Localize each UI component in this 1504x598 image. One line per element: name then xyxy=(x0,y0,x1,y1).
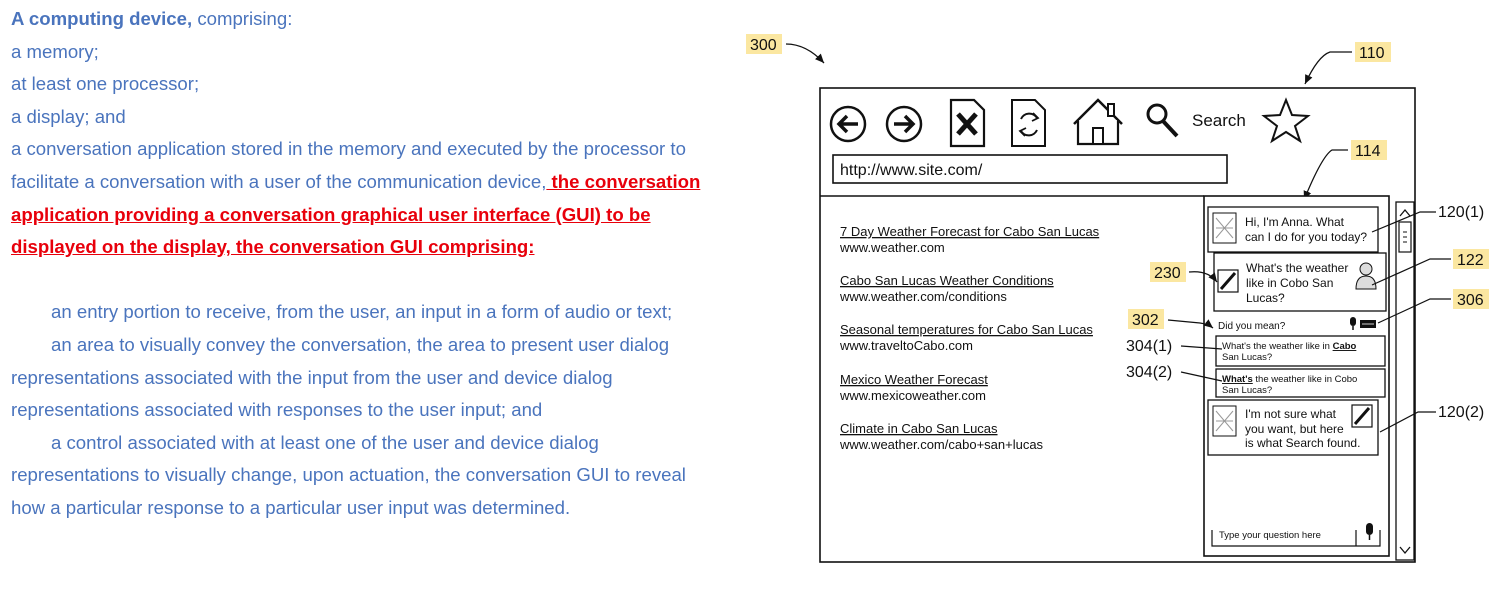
user-dialog-bubble xyxy=(1214,253,1386,311)
ref-120-2: 120(2) xyxy=(1438,404,1485,421)
result-url: www.traveltoCabo.com xyxy=(840,338,973,353)
result-url: www.weather.com xyxy=(840,240,945,255)
claim-app-text: a conversation application stored in the memory and executed by the processor to facilitate a conversation with a user of the communication device, xyxy=(11,138,686,192)
claim-app-highlight: the conversation application providing a conversation graphical user interface (GUI) to be displayed on the display, the conversation GUI comprising: xyxy=(11,170,701,258)
close-page-icon[interactable] xyxy=(951,100,984,146)
search-label[interactable]: Search xyxy=(1192,111,1246,130)
suggestion-option[interactable] xyxy=(1216,336,1385,366)
ref-302: 302 xyxy=(1132,312,1159,329)
bubble-text: What's the weather xyxy=(1246,261,1349,275)
microphone-icon[interactable] xyxy=(1366,523,1373,535)
refresh-page-icon[interactable] xyxy=(1012,100,1045,146)
ref-110: 110 xyxy=(1359,45,1385,62)
bubble-text: can I do for you today? xyxy=(1245,230,1368,244)
claim-item-display: a display; and xyxy=(11,105,126,127)
claim-control: a control associated with at least one of the user and device dialog representations to visually change, upon actuation, the conversation GUI to reveal how a particular response to a particular user input was determined. xyxy=(11,431,686,518)
bubble-text: you want, but here xyxy=(1245,422,1344,436)
input-placeholder: Type your question here xyxy=(1219,530,1321,541)
bubble-text: like in Cobo San xyxy=(1246,276,1334,290)
scrollbar[interactable] xyxy=(1396,202,1414,560)
suggestion-option[interactable] xyxy=(1216,369,1385,397)
option-text: What's the weather like in Cabo xyxy=(1222,341,1357,352)
back-icon[interactable] xyxy=(831,107,865,141)
result-title[interactable]: Mexico Weather Forecast xyxy=(840,372,988,387)
device-dialog-bubble xyxy=(1208,207,1378,252)
user-avatar-icon xyxy=(1360,263,1372,275)
ref-300: 300 xyxy=(750,37,777,54)
device-dialog-bubble xyxy=(1208,400,1378,455)
result-url: www.weather.com/conditions xyxy=(840,289,1007,304)
bubble-text: Lucas? xyxy=(1246,291,1285,305)
result-title[interactable]: Climate in Cabo San Lucas xyxy=(840,421,998,436)
claim-heading-rest: comprising: xyxy=(192,8,293,29)
option-text: San Lucas? xyxy=(1222,385,1273,396)
result-title[interactable]: Cabo San Lucas Weather Conditions xyxy=(840,273,1054,288)
bubble-text: is what Search found. xyxy=(1245,436,1361,450)
option-text: What's the weather like in Cobo xyxy=(1222,374,1358,385)
result-title[interactable]: Seasonal temperatures for Cabo San Lucas xyxy=(840,322,1093,337)
claim-item-memory: a memory; xyxy=(11,40,99,62)
url-text: http://www.site.com/ xyxy=(840,162,983,179)
claim-area: an area to visually convey the conversation, the area to present user dialog representations associated with the input from the user and device dialog representations associated with responses to the user input; and xyxy=(11,333,670,421)
forward-icon[interactable] xyxy=(887,107,921,141)
claim-item-processor: at least one processor; xyxy=(11,73,200,95)
claim-heading: A computing device, xyxy=(11,8,193,29)
keyboard-icon[interactable] xyxy=(1360,320,1376,328)
ref-304-2: 304(2) xyxy=(1126,364,1173,381)
ref-120-1: 120(1) xyxy=(1438,204,1485,221)
ref-304-1: 304(1) xyxy=(1126,338,1173,355)
ref-122: 122 xyxy=(1457,252,1484,269)
claim-entry-portion: an entry portion to receive, from the user, an input in a form of audio or text; xyxy=(51,301,673,323)
bubble-text: I'm not sure what xyxy=(1245,407,1336,421)
bubble-text: Hi, I'm Anna. What xyxy=(1245,215,1344,229)
result-url: www.mexicoweather.com xyxy=(840,388,986,403)
ref-114: 114 xyxy=(1355,143,1381,160)
option-text: San Lucas? xyxy=(1222,352,1273,363)
did-you-mean: Did you mean? xyxy=(1218,321,1286,332)
ref-306: 306 xyxy=(1457,292,1484,309)
result-url: www.weather.com/cabo+san+lucas xyxy=(840,437,1044,452)
ref-230: 230 xyxy=(1154,265,1181,282)
result-title[interactable]: 7 Day Weather Forecast for Cabo San Lucas xyxy=(840,224,1100,239)
